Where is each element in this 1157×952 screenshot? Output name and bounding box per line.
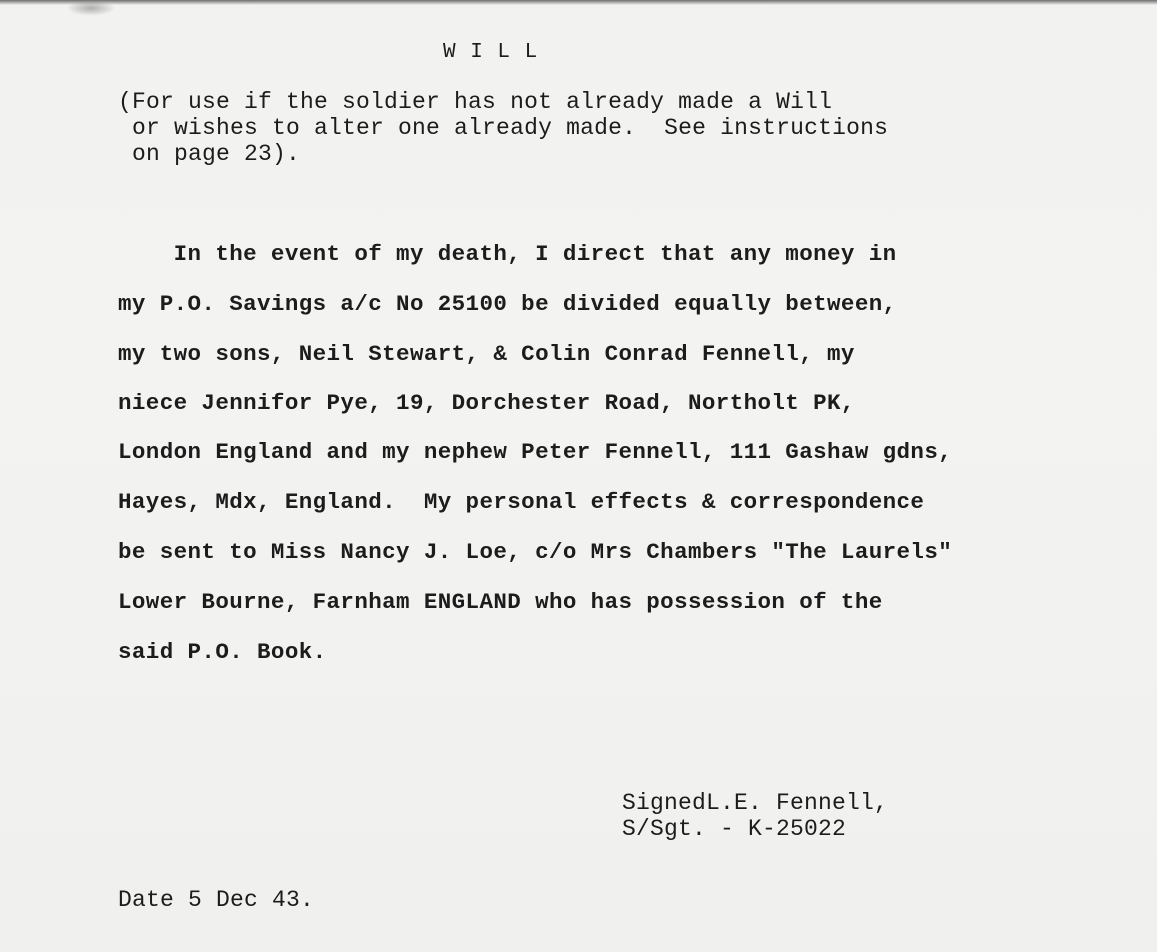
instruction-line-2: or wishes to alter one already made. See instructions bbox=[118, 115, 889, 141]
instruction-line-3: on page 23). bbox=[118, 141, 301, 167]
body-line-3: my two sons, Neil Stewart, & Colin Conrad Fennell, my bbox=[118, 341, 855, 367]
body-line-9: said P.O. Book. bbox=[118, 639, 327, 665]
body-line-7: be sent to Miss Nancy J. Loe, c/o Mrs Chambers "The Laurels" bbox=[118, 539, 953, 565]
document-title: W I L L bbox=[443, 41, 539, 64]
scan-top-edge bbox=[0, 0, 1157, 5]
signature-line-1: SignedL.E. Fennell, bbox=[622, 790, 889, 816]
body-line-4: niece Jennifor Pye, 19, Dorchester Road, Northolt PK, bbox=[118, 390, 855, 416]
date-line: Date 5 Dec 43. bbox=[118, 887, 315, 913]
body-line-1: In the event of my death, I direct that any money in bbox=[118, 241, 897, 267]
body-line-2: my P.O. Savings a/c No 25100 be divided equally between, bbox=[118, 291, 897, 317]
body-line-8: Lower Bourne, Farnham ENGLAND who has possession of the bbox=[118, 589, 883, 615]
signature-line-2: S/Sgt. - K-25022 bbox=[622, 816, 847, 842]
scan-corner-shadow bbox=[66, 0, 116, 16]
body-line-5: London England and my nephew Peter Fennell, 111 Gashaw gdns, bbox=[118, 439, 953, 465]
instruction-line-1: (For use if the soldier has not already made a Will bbox=[118, 89, 833, 115]
body-line-6: Hayes, Mdx, England. My personal effects & correspondence bbox=[118, 489, 925, 515]
